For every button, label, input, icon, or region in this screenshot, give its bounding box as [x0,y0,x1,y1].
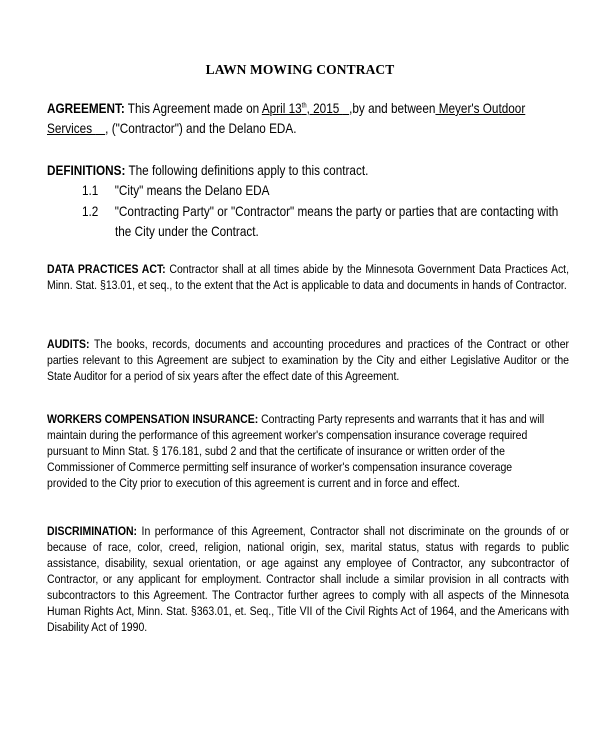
agreement-text-2: ,by and between [349,100,436,116]
definition-text-continued: the City under the Contract. [115,223,259,239]
definition-item [82,180,270,200]
audits-heading: AUDITS: [47,337,90,351]
document-title: LAWN MOWING CONTRACT [205,62,395,77]
definition-number: 1.2 [82,203,99,219]
definition-number: 1.1 [82,182,99,198]
data-practices-text: Contractor shall at all times abide by the Minnesota Government Data Practices Act, Minn. Stat. §13.01, et seq., to the extent that the Act is applicable to data and documents in hands of Contractor. [47,262,570,292]
agreement-text-3: , ("Contractor") and the Delano EDA. [105,120,297,136]
audits-section [47,336,569,384]
definition-item [82,201,559,221]
workers-comp-section [47,411,548,491]
agreement-heading: AGREEMENT: [47,100,125,116]
agreement-date: April 13th, 2015 [261,100,343,116]
discrimination-text: In performance of this Agreement, Contractor shall not discriminate on the grounds of or because of race, color, creed, religion, national origin, sex, marital status, status with regards to public assistance, disability, sexual orientation, or age against any employee of Contractor, any subcontractor of Contractor, or any applicant for employment. Contractor shall include a similar provision in all contracts with subcontractors to this Agreement. The Contractor further agrees to comply with all aspects of the Minnesota Human Rights Act, Minn. Stat. §363.01, et. Seq., Title VII of the Civil Rights Act of 1964, and the Americans with Disability Act of 1990. [47,524,570,634]
discrimination-section [47,523,569,635]
workers-comp-text: Contracting Party represents and warrants that it has and will maintain during the performance of this agreement worker's compensation insurance coverage required pursuant to Minn Stat. § 176.181, subd 2 and that the certificate of insurance or written order of the Commissioner of Commerce permitting self insurance of worker's compensation insurance coverage provided to the City prior to execution of this agreement is current and in force and effect. [47,412,545,490]
discrimination-heading: DISCRIMINATION: [47,524,138,538]
definitions-section [47,160,475,180]
agreement-text-1: This Agreement made on [124,100,260,116]
definition-text: "City" means the Delano EDA [114,182,270,198]
definitions-intro: The following definitions apply to this contract. [125,162,369,178]
audits-text: The books, records, documents and accounting procedures and practices of the Contract or other parties relevant to this Agreement are subject to examination by the City and either Legislative Auditor or the State Auditor for a period of six years after the effect date of this Agreement. [47,337,570,383]
definitions-heading: DEFINITIONS: [47,162,126,178]
data-practices-section [47,261,569,293]
agreement-party-1: Meyer's Outdoor [435,100,526,116]
agreement-party-1-cont: Services [47,120,96,136]
agreement-section [47,98,545,138]
workers-comp-heading: WORKERS COMPENSATION INSURANCE: [47,412,259,426]
definition-text: "Contracting Party" or "Contractor" means the party or parties that are contacting with [114,203,559,219]
data-practices-heading: DATA PRACTICES ACT: [47,262,166,276]
